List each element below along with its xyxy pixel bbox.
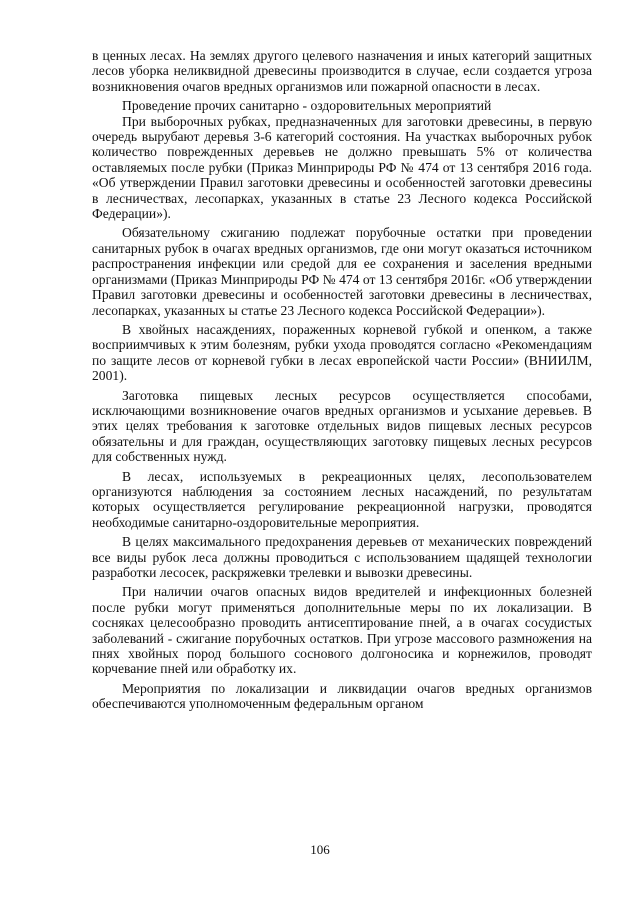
section-heading: Проведение прочих санитарно - оздоровительных мероприятий — [122, 98, 492, 114]
paragraph-3: Обязательному сжиганию подлежат порубочные остатки при проведении санитарных рубок в очагах вредных организмов, где они могут оказаться источником распространения инфекции или средой для ее сохранения и заселения вредными организмами (Приказ Минприроды РФ № 474 от 13 сентября 2016г. «Об утверждении Правил заготовки древесины и особенностей заготовки древесины в лесничествах, лесопарках, указанных ы статье 23 Лесного кодекса Российской Федерации»). — [92, 225, 592, 318]
paragraph-5: Заготовка пищевых лесных ресурсов осуществляется способами, исключающими возникновение очагов вредных организмов и усыхание деревьев. В этих целях требования к заготовке отдельных видов пищевых лесных ресурсов обязательны и для граждан, осуществляющих заготовку пищевых лесных ресурсов для собственных нужд. — [92, 387, 592, 465]
paragraph-9: Мероприятия по локализации и ликвидации очагов вредных организмов обеспечиваются уполномоченным федеральным органом — [92, 680, 592, 712]
paragraph-1: в ценных лесах. На землях другого целевого назначения и иных категорий защитных лесов уборка неликвидной древесины производится в случае, если создается угроза возникновения очагов вредных организмов или пожарной опасности в лесах. — [92, 48, 592, 94]
paragraph-6: В лесах, используемых в рекреационных целях, лесопользователем организуются наблюдения за состоянием лесных насаждений, по результатам которых осуществляется регулирование рекреационной нагрузки, проводятся необходимые санитарно-оздоровительные мероприятия. — [92, 468, 592, 530]
page-number: 106 — [310, 842, 330, 857]
paragraph-2: При выборочных рубках, предназначенных для заготовки древесины, в первую очередь вырубают деревья 3-6 категорий состояния. На участках выборочных рубок количество поврежденных деревьев не должно превышать 5% от количества оставляемых после рубки (Приказ Минприроды РФ № 474 от 13 сентября 2016 года. «Об утверждении Правил заготовки древесины и особенностей заготовки древесины в лесничествах, лесопарках, указанных в статье 23 Лесного кодекса Российской Федерации»). — [92, 113, 592, 222]
document-body — [92, 48, 592, 716]
paragraph-4: В хвойных насаждениях, пораженных корневой губкой и опенком, а также восприимчивых к этим болезням, рубки ухода проводятся согласно «Рекомендациям по защите лесов от корневой губки в лесах европейской части России» (ВНИИЛМ, 2001). — [92, 321, 592, 384]
paragraph-7: В целях максимального предохранения деревьев от механических повреждений все виды рубок леса должны проводиться с использованием щадящей технологии разработки лесосек, раскряжевки трелевки и вывозки древесины. — [92, 534, 592, 580]
paragraph-8: При наличии очагов опасных видов вредителей и инфекционных болезней после рубки могут применяться дополнительные меры по их локализации. В сосняках целесообразно проводить антисептирование пней, а в очагах сосудистых заболеваний - сжигание порубочных остатков. При угрозе массового размножения на пнях хвойных пород большого соснового долгоносика и корнежилов, проводят корчевание пней или обработку их. — [92, 584, 592, 677]
